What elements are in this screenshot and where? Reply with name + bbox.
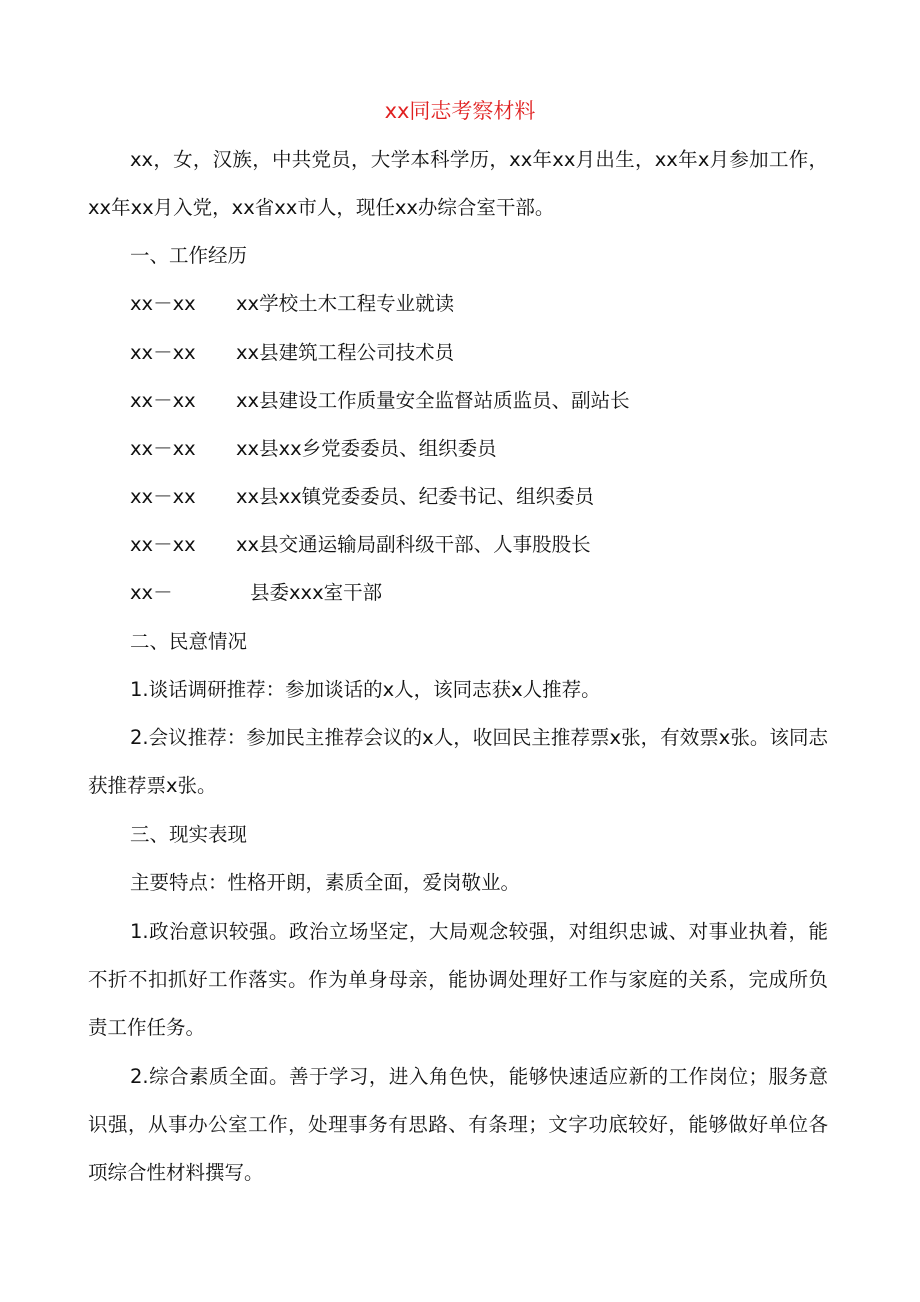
section-heading-work-experience: 一、工作经历 bbox=[130, 244, 248, 267]
experience-period: xx－xx bbox=[130, 437, 196, 460]
main-features: 主要特点：性格开朗，素质全面，爱岗敬业。 bbox=[130, 871, 521, 894]
document-title: xx同志考察材料 bbox=[384, 99, 536, 123]
experience-period: xx－xx bbox=[130, 341, 196, 364]
experience-description: 县委xxx室干部 bbox=[250, 581, 383, 604]
overall-quality-paragraph: 2.综合素质全面。善于学习，进入角色快，能够快速适应新的工作岗位；服务意识强，从事办公室工作，处理事务有思路、有条理；文字功底较好，能够做好单位各项综合性材料撰写。 bbox=[88, 1065, 828, 1184]
experience-period: xx－xx bbox=[130, 292, 196, 315]
political-awareness-paragraph: 1.政治意识较强。政治立场坚定，大局观念较强，对组织忠诚、对事业执着，能不折不扣抓好工作落实。作为单身母亲，能协调处理好工作与家庭的关系，完成所负责工作任务。 bbox=[88, 920, 828, 1039]
section-heading-public-opinion: 二、民意情况 bbox=[130, 630, 248, 653]
interview-recommendation: 1.谈话调研推荐：参加谈话的x人，该同志获x人推荐。 bbox=[130, 678, 601, 701]
intro-paragraph: xx，女，汉族，中共党员，大学本科学历，xx年xx月出生，xx年x月参加工作，xx年xx月入党，xx省xx市人，现任xx办综合室干部。 bbox=[88, 148, 828, 219]
experience-period: xx－ bbox=[130, 581, 173, 604]
section-heading-actual-performance: 三、现实表现 bbox=[130, 823, 248, 846]
meeting-recommendation: 2.会议推荐：参加民主推荐会议的x人，收回民主推荐票x张，有效票x张。该同志获推荐票x张。 bbox=[88, 726, 828, 797]
experience-description: xx县xx乡党委委员、组织委员 bbox=[236, 437, 497, 460]
experience-description: xx县xx镇党委委员、纪委书记、组织委员 bbox=[236, 485, 595, 508]
experience-period: xx－xx bbox=[130, 533, 196, 556]
experience-description: xx县交通运输局副科级干部、人事股股长 bbox=[236, 533, 591, 556]
experience-description: xx学校土木工程专业就读 bbox=[236, 292, 455, 315]
experience-period: xx－xx bbox=[130, 485, 196, 508]
experience-description: xx县建筑工程公司技术员 bbox=[236, 341, 455, 364]
experience-period: xx－xx bbox=[130, 389, 196, 412]
experience-description: xx县建设工作质量安全监督站质监员、副站长 bbox=[236, 389, 630, 412]
